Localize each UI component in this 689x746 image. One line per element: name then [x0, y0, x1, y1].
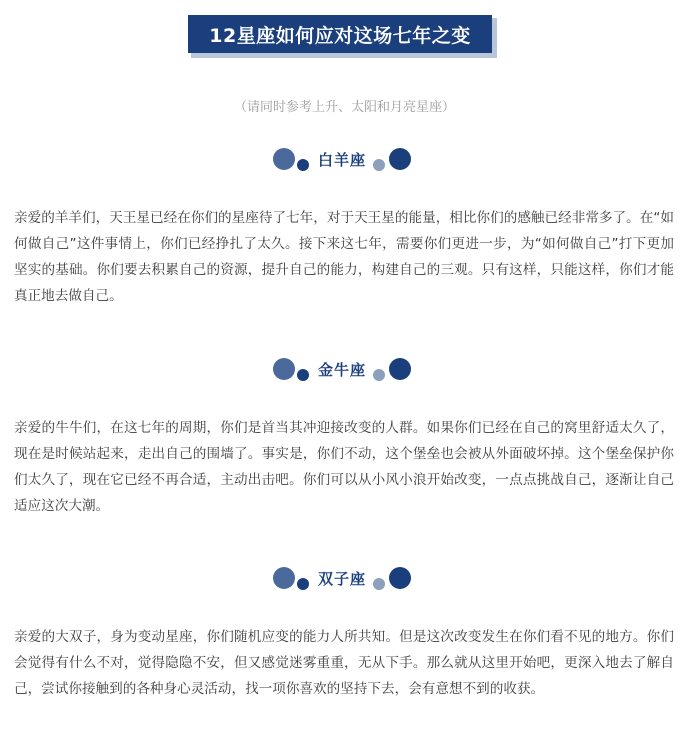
decor-dot-icon: [273, 358, 295, 380]
section-header-aries: [0, 143, 689, 177]
decor-dot-icon: [297, 159, 309, 171]
decor-dot-icon: [297, 578, 309, 590]
section-paragraph-aries: 亲爱的羊羊们，天王星已经在你们的星座待了七年，对于天王星的能量，相比你们的感触已经非常多了。在“如何做自己”这件事情上，你们已经挣扎了太久。接下来这七年，需要你们更进一步，为“如何做自己”打下更加坚实的基础。你们要去积累自己的资源，提升自己的能力，构建自己的三观。只有这样，只能这样，你们才能真正地去做自己。: [14, 210, 674, 304]
decor-dot-icon: [273, 148, 295, 170]
decor-dot-icon: [389, 148, 411, 170]
page-title: 12星座如何应对这场七年之变: [209, 24, 471, 47]
section-header-gemini: [0, 562, 689, 596]
title-banner-box: [188, 15, 496, 57]
section-title: 金牛座: [317, 361, 366, 379]
decor-dot-icon: [273, 567, 295, 589]
section-title: 白羊座: [317, 151, 366, 169]
decor-dot-icon: [373, 159, 385, 171]
section-header-taurus: [0, 353, 689, 387]
decor-dot-icon: [373, 369, 385, 381]
decor-dot-icon: [297, 369, 309, 381]
banner-front: [188, 15, 492, 53]
section-title: 双子座: [317, 570, 366, 588]
decor-dot-icon: [389, 567, 411, 589]
section-paragraph-gemini: 亲爱的大双子，身为变动星座，你们随机应变的能力人所共知。但是这次改变发生在你们看不见的地方。你们会觉得有什么不对，觉得隐隐不安，但又感觉迷雾重重，无从下手。那么就从这里开始吧，更深入地去了解自己，尝试你接触到的各种身心灵活动，找一项你喜欢的坚持下去，会有意想不到的收获。: [14, 629, 674, 697]
section-paragraph-taurus: 亲爱的牛牛们，在这七年的周期，你们是首当其冲迎接改变的人群。如果你们已经在自己的窝里舒适太久了，现在是时候站起来，走出自己的围墙了。事实是，你们不动，这个堡垒也会被从外面破坏掉。这个堡垒保护你们太久了，现在它已经不再合适，主动出击吧。你们可以从小风小浪开始改变，一点点挑战自己，逐渐让自己适应这次大潮。: [14, 420, 674, 514]
decor-dot-icon: [373, 578, 385, 590]
title-banner: [0, 15, 689, 57]
decor-dot-icon: [389, 358, 411, 380]
subtitle-note: （请同时参考上升、太阳和月亮星座）: [233, 100, 455, 115]
